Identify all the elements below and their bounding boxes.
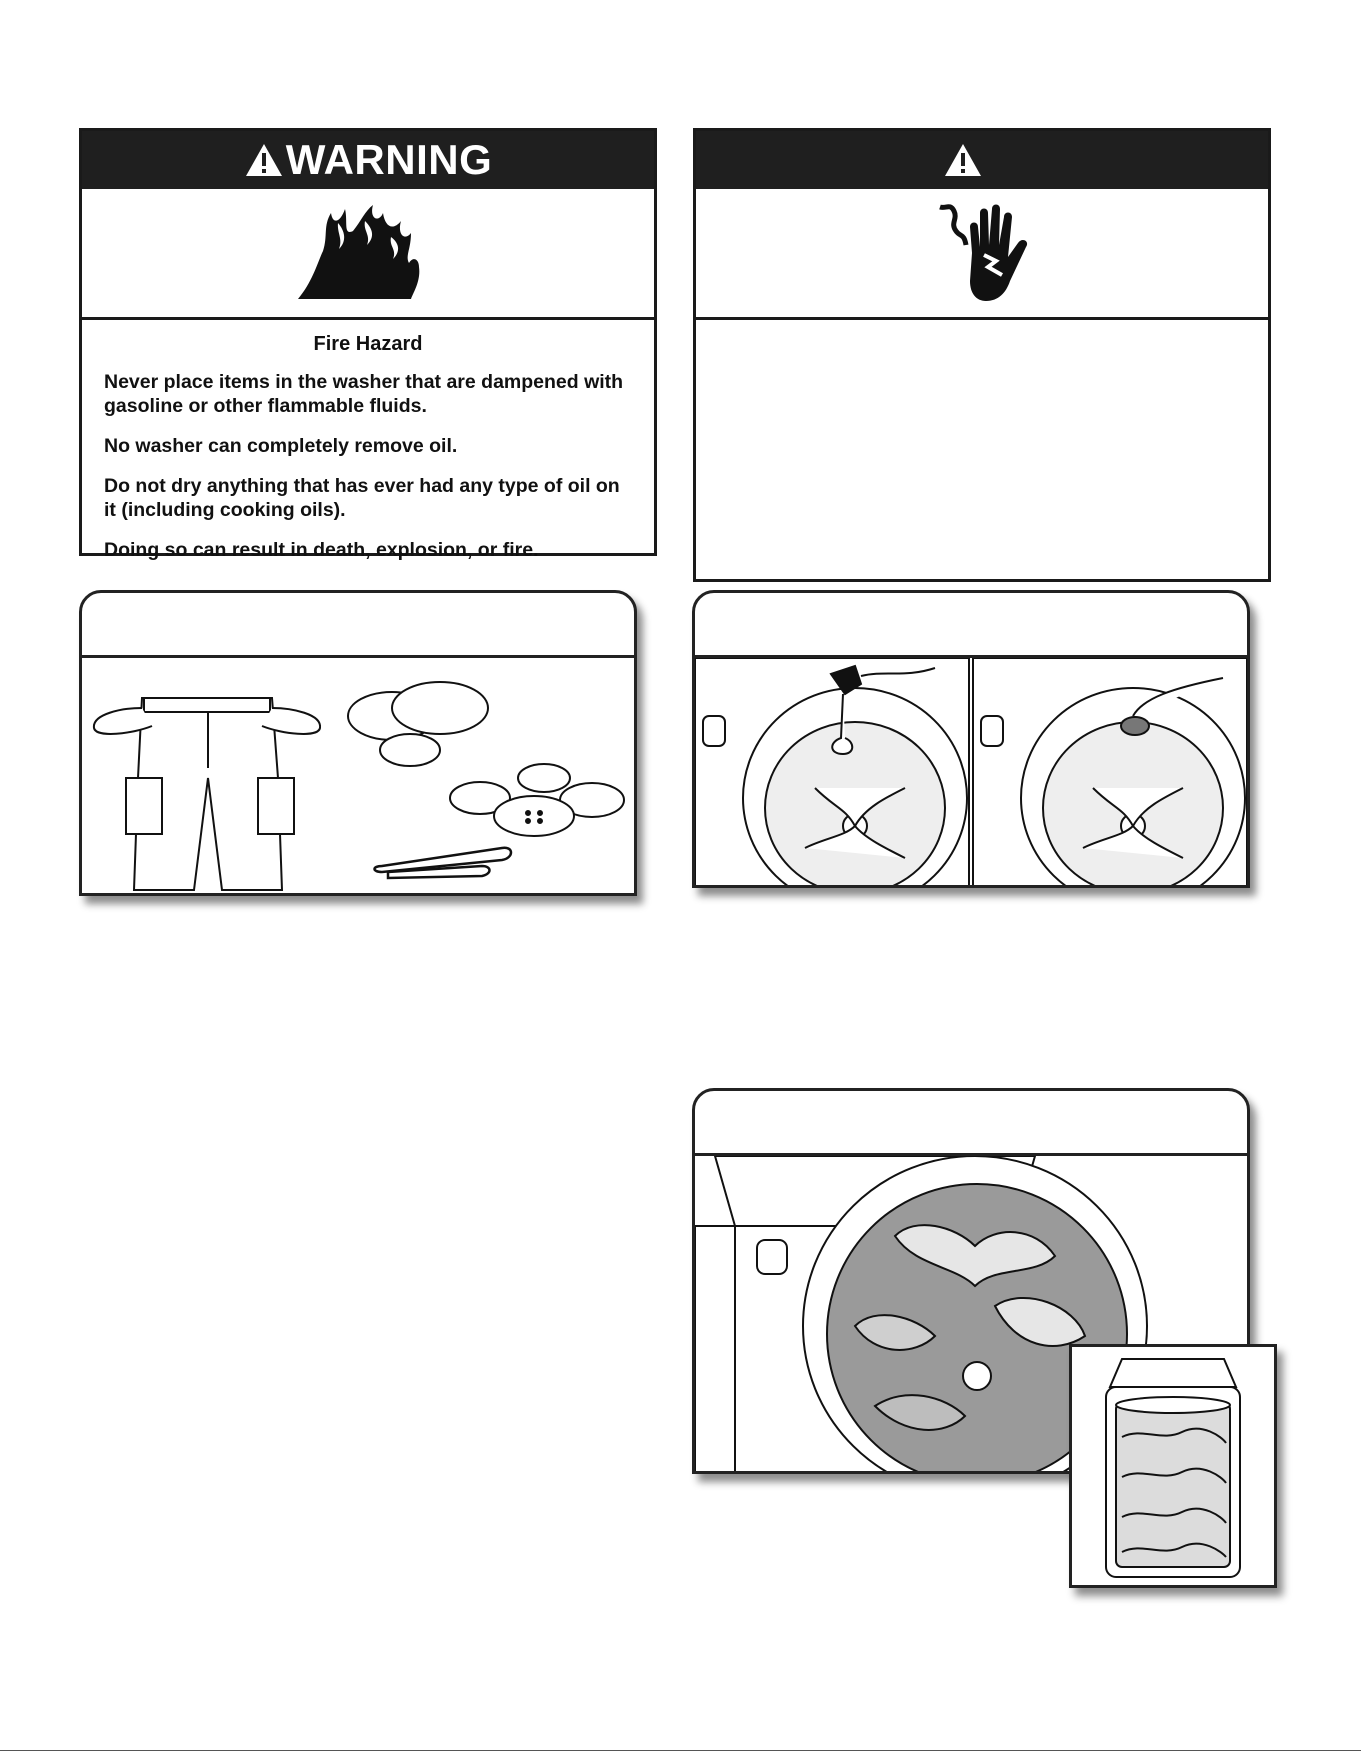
warning-header xyxy=(696,131,1268,189)
empty-pockets-illustration xyxy=(82,658,634,896)
warning-line: Do not dry anything that has ever had any type of oil on it (including cooking oils). xyxy=(104,475,620,521)
detergent-illustration xyxy=(695,658,1247,888)
fire-warning-box xyxy=(79,128,657,561)
warning-label: WARNING xyxy=(285,136,493,183)
warning-triangle-icon xyxy=(244,142,284,178)
warning-triangle-icon xyxy=(943,142,983,178)
shock-icon-row xyxy=(696,189,1268,320)
warning-line: Doing so can result in death, explosion, or fire. xyxy=(104,539,539,561)
shock-warning-box xyxy=(693,128,1271,582)
panel-header xyxy=(695,593,1247,658)
coins-icon xyxy=(348,682,488,766)
warning-line: No washer can completely remove oil. xyxy=(104,435,458,457)
safety-pins-icon xyxy=(375,848,512,878)
panel-header xyxy=(82,593,634,658)
fire-icon-row xyxy=(82,189,654,320)
fire-icon xyxy=(293,201,423,301)
load-level-inset-icon xyxy=(1072,1347,1274,1585)
warning-header xyxy=(82,131,654,189)
buttons-icon xyxy=(450,764,624,836)
detergent-panel xyxy=(692,590,1250,888)
footer-rule xyxy=(0,1750,1361,1751)
place-pod-in-basket-icon xyxy=(973,658,1247,888)
empty-pockets-pants-icon xyxy=(94,698,320,890)
fire-hazard-title: Fire Hazard xyxy=(313,333,423,355)
warning-line: Never place items in the washer that are dampened with gasoline or other flammable fluids. xyxy=(104,371,624,417)
panel-header xyxy=(695,1091,1247,1156)
load-level-inset xyxy=(1069,1344,1277,1588)
empty-pockets-panel xyxy=(79,590,637,896)
electric-shock-hand-icon xyxy=(932,197,1042,309)
fire-warning-body xyxy=(82,321,654,561)
pour-liquid-detergent-icon xyxy=(695,658,969,888)
